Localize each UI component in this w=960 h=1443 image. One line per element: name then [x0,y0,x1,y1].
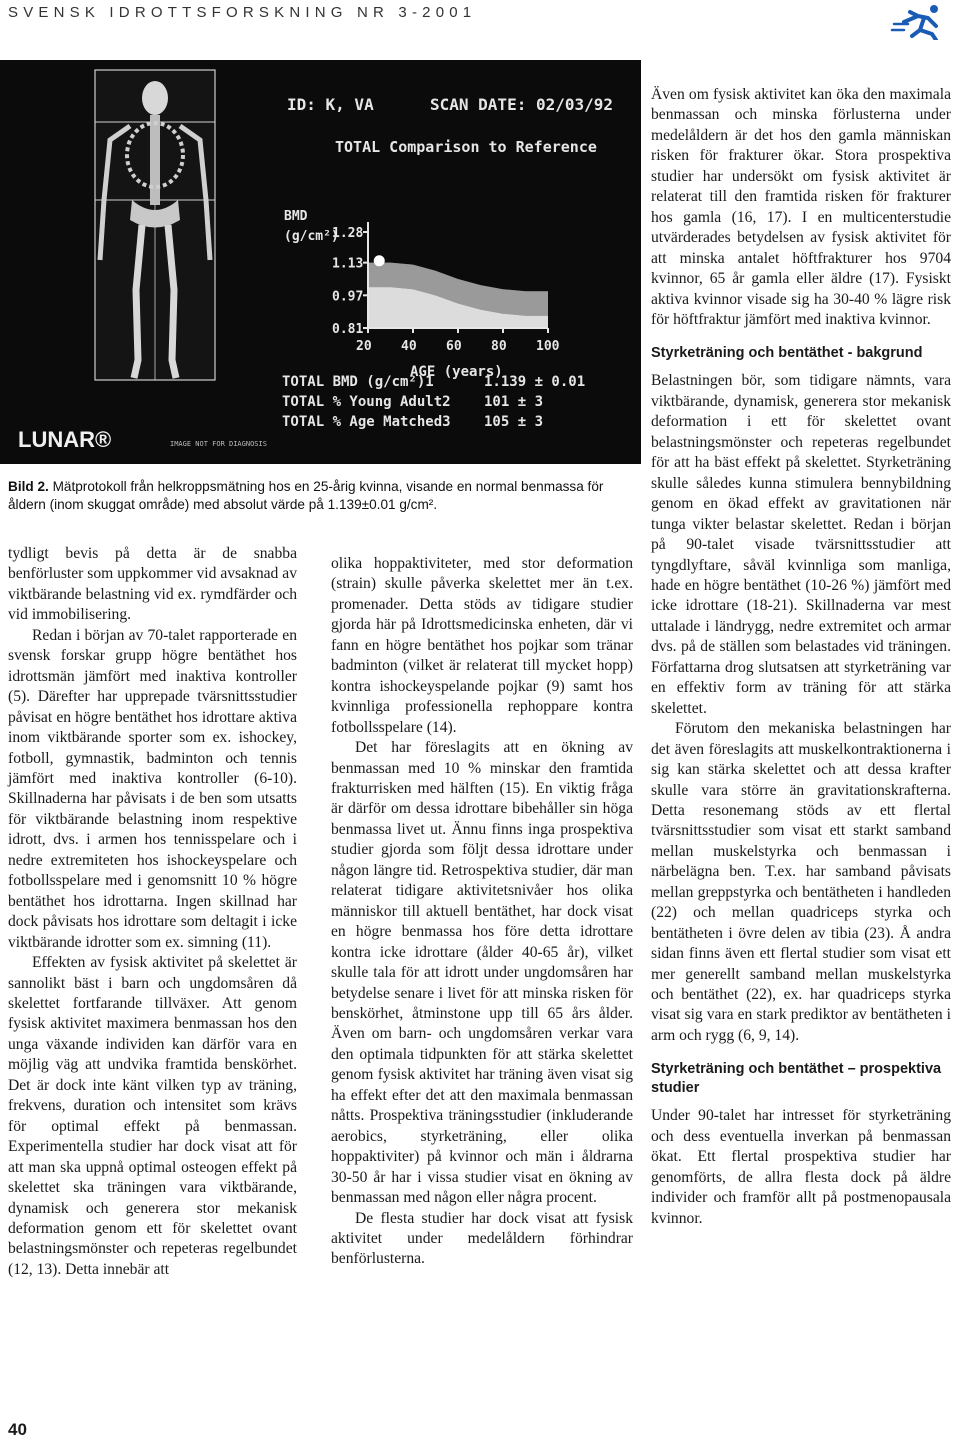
y-tick-label: 1.13 [332,256,364,272]
paragraph: Belastningen bör, som tidigare nämnts, vara viktbärande, dynamisk, generera stor mekanisk deformation i ett för skelettet ovant belastningsmönster och repeteras regelbundet för att ha bäst effekt på skelettet. Styrketräning skulle således kunna stimulera bennybildning genom en ökad effekt av gravitationen när tunga vikter belastar skelettet. Redan i början på 90-talet visade tvärsnittsstudier att tyngdlyftare, såväl kvinnliga som manliga, hade en högre bentäthet (10-26 %) jämfört med icke idrottare (18-21). Skillnaderna var mest uttalade i ländrygg, nedre extremitet och armar dvs. på de ställen som belastades vid träningen. Författarna drog slutsatsen att styrketräning var en effektiv form av träning för att stärka skelettet. [651,372,951,717]
text-column-1 [8,544,297,1280]
paragraph: Även om fysisk aktivitet kan öka den maximala benmassan och minska förlusterna under medelåldern är det hos den gamla människan risken för frakturer ökar. Stora prospektiva studier har undersökt om fysisk aktivitet är relaterat till den framtida risken för frakturer hos gamla (16, 17). I en multicenterstudie utvärderades betydelsen av fysisk aktivitet för att minska antalet höftfrakturer hos 9704 kvinnor, 65 år gamla eller äldre (17). Fysiskt aktiva kvinnor visade sig ha 30-40 % lägre risk för höftfraktur jämfört med inaktiva kvinnor. [651,86,951,328]
summary-label: TOTAL BMD (g/cm²)1 [282,374,434,390]
summary-table [282,374,585,430]
running-header: SVENSK IDROTTSFORSKNING NR 3-2001 [8,4,477,21]
paragraph: Förutom den mekaniska belastningen har det även föreslagits att muskelkontraktionerna i sig kan stärka skelettet och att dessa krafter skulle vara större än gravitationskrafterna. Detta resonemang stöds av ett flertal tvärsnittsstudier som visat ett starkt samband mellan muskelstyrka och benmassan i närbelägna ben. T.ex. har samband påvisats mellan greppstyrka och bentätheten i handleden (22) och mellan quadriceps styrka och bentätheten i övre delen av tibia (23). Å andra sidan finns även ett flertal studier som visat ett mer generellt samband mellan muskelstyrka och bentäthet (22), ex. har quadriceps styrka visat sig vara en stark prediktor av bentätheten i arm och rygg (6, 9, 14). [651,720,951,1044]
text-column-2 [331,554,633,1270]
text-column-3 [651,85,951,1229]
paragraph: olika hoppaktiviteter, med stor deformation (strain) skulle påverka skelettet mer än t.ex. promenader. Detta stöds av tidigare studier gjorda här på Idrottsmedicinska enheten, där vi fann en högre bentäthet hos pojkar som tränar badminton (vilket är relaterat till mycket hopp) kontra ishockeyspelande pojkar (9) samt hos kvinnliga professionella rephoppare kontra fotbollsspelare (14). [331,555,633,736]
paragraph: Effekten av fysisk aktivitet på skelettet är sannolikt bäst i barn och ungdomsåren då skelettet fortfarande tillväxer. Att genom fysisk aktivitet maximera benmassan hos den unga växande individen kan därför vara en möjlig väg att undvika framtida benskörhet. Det är dock inte känt vilken typ av träning, frekvens, duration och intensitet som krävs för optimal effekt på benmassan. Experimentella studier har dock visat att för att man ska uppnå optimal osteogen effekt på skelettet ska träningen vara viktbärande, dynamisk och generera stor mekanisk deformation genom ett för skelettet ovant belastningsmönster och repeteras regelbundet (12, 13). Detta innebär att [8,954,297,1278]
dxa-scan-svg [0,60,641,464]
summary-label: TOTAL % Age Matched3 [282,414,451,430]
paragraph: Det har föreslagits att en ökning av benmassan med 10 % minskar den framtida frakturrisken med hälften (15). En viktig fråga är därför om dessa idrottare bibehåller sin höga benmassa livet ut. Ännu finns inga prospektiva studier gjorda som följt dessa idrottare under någon längre tid. Retrospektiva studier, där man relaterat tidigare aktivitetsnivåer hos olika människor till aktuell bentäthet, har dock visat en högre benmassa hos före detta idrottare kontra icke idrottare (ålder 40-65 år), vilket skulle tala för att idrott under ungdomsåren har betydelse senare i livet för att minska risken för benskörhet, åtminstone upp till 65 års ålder. Även om barn- och ungdomsåren verkar vara den optimala tidpunkten för att stärka skelettet genom fysisk aktivitet har träning även visat sig ha effekt efter det att den maximala benmassan nåtts. Prospektiva träningsstudier (inkluderande aerobics, styrketräning, eller olika hoppaktiviter) på kvinnor och män i åldrarna 30-50 år har i vissa studier visat en ökning av benmassan med någon eller några procent. [331,739,633,1207]
summary-value: 105 ± 3 [484,414,544,430]
x-axis-label: AGE (years) [410,364,503,380]
x-tick-label: 80 [491,339,507,354]
runner-logo-icon [890,0,950,40]
y-tick-label: 0.97 [332,289,364,305]
figure-caption [8,478,634,515]
scan-date: SCAN DATE: 02/03/92 [430,95,614,114]
section-heading: Styrketräning och bentäthet – prospektiva studier [651,1061,942,1097]
patient-point [374,256,384,266]
x-tick-label: 60 [446,339,462,354]
dxa-scan-figure [0,60,641,464]
bmd-label: BMD [284,209,308,224]
caption-text: Mätprotokoll från helkroppsmätning hos en 25-årig kvinna, visande en normal benmassa för åldern (inom skuggat område) med absolut värde på 1.139±0.01 g/cm². [8,479,604,513]
x-tick-label: 100 [536,339,560,354]
section-heading: Styrketräning och bentäthet - bakgrund [651,345,923,362]
x-tick-label: 20 [356,339,372,354]
y-tick-label: 0.81 [332,322,364,337]
x-tick-label: 40 [401,339,417,354]
paragraph: Redan i början av 70-talet rapporterade en svensk forskar grupp högre bentäthet hos idrottsmän jämfört med inaktiva kontroller (5). Därefter har upprepade tvärsnittsstudier påvisat en högre bentäthet hos idrottare aktiva inom viktbärande sporter som ex. ishockey, fotboll, gymnastik, badminton och tennis jämfört med inaktiva kontroller (6-10). Skillnaderna har påvisats i de ben som utsatts för viktbärande belastning inom respektive idrott, dvs. i armen hos tennisspelare och i nedre extremiteten hos ishockeyspelare och fotbollsspelare med i genomsnitt 10 % högre bentäthet hos idrottarna. Ingen skillnad har dock påvisats hos idrottare som deltagit i icke viktbärande idrotter som ex. simning (11). [8,626,297,951]
image-note: IMAGE NOT FOR DIAGNOSIS [170,440,267,448]
paragraph: tydligt bevis på detta är de snabba benförluster som uppkommer vid avsaknad av viktbärande belastning vid ex. rymdfärder och vid immobilisering. [8,545,297,624]
caption-label: Bild 2. [8,479,49,494]
bmd-chart [332,222,560,380]
paragraph: De flesta studier har dock visat att fysisk aktivitet under medelåldern förhindrar benförlusterna. [331,1209,633,1268]
paragraph: Under 90-talet har intresset för styrketräning och dess eventuella inverkan på benmassan ökat. Ett flertal prospektiva studier har genomförts, de allra flesta dock på äldre individer och framför allt på postmenopausala kvinnor. [651,1107,951,1227]
lunar-brand-logo: LUNAR® [18,427,112,452]
bmd-unit: (g/cm²) [284,229,339,244]
summary-value: 1.139 ± 0.01 [484,374,586,390]
summary-label: TOTAL % Young Adult2 [282,394,451,410]
y-tick-label: 1.28 [332,226,364,241]
skeleton-scan-image [95,70,215,380]
chart-title: TOTAL Comparison to Reference [335,138,597,156]
page-number: 40 [8,1420,27,1439]
summary-value: 101 ± 3 [484,394,544,410]
scan-id: ID: K, VA [287,95,374,114]
